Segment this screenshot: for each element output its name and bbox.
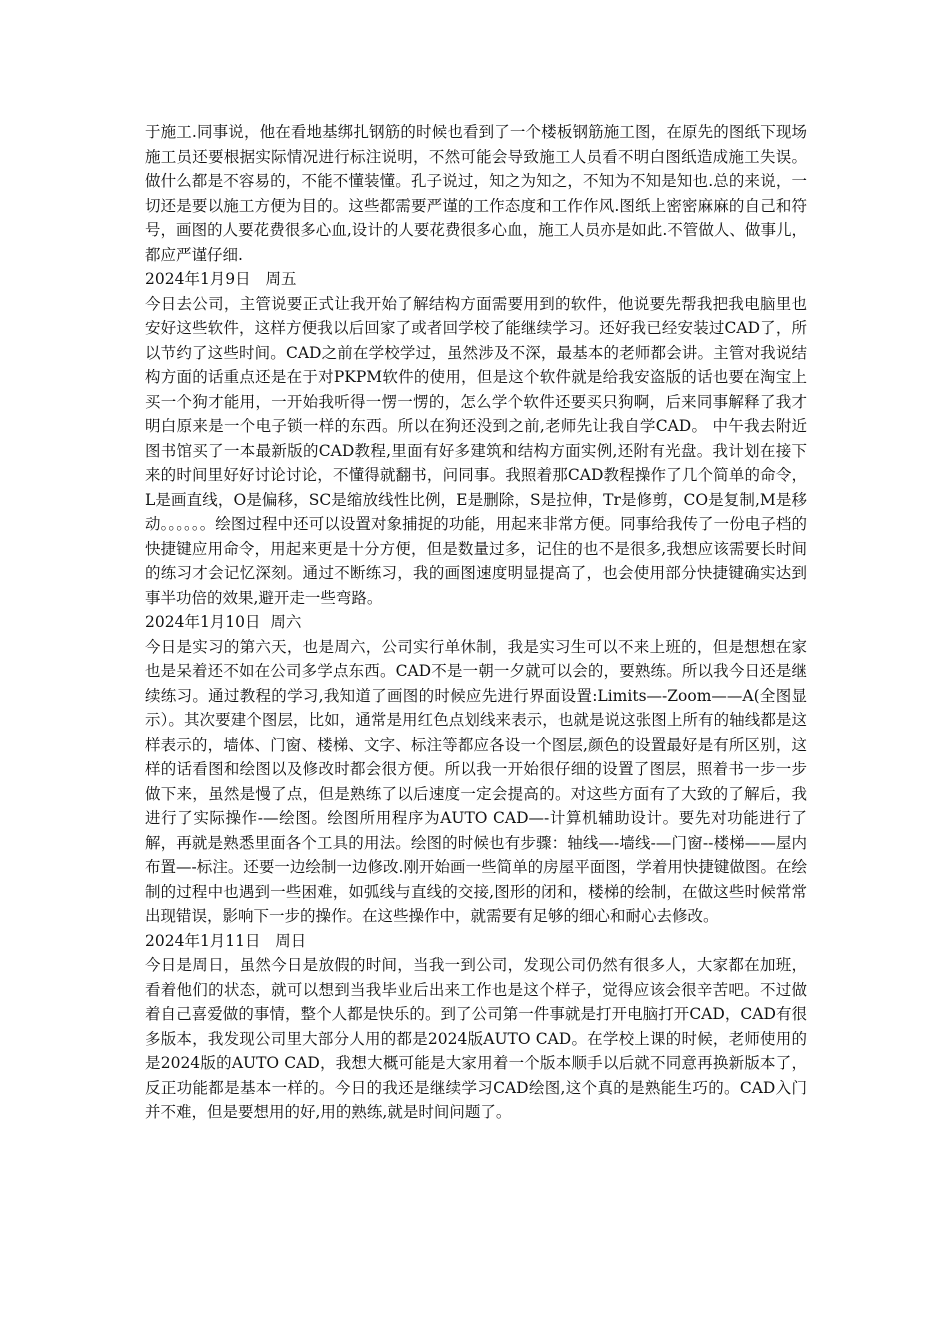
date-heading-jan-9: 2024年1月9日 周五 [145,270,297,288]
paragraph-jan-10: 今日是实习的第六天，也是周六，公司实行单休制，我是实习生可以不来上班的，但是想想在家也是呆着还不如在公司多学点东西。CAD不是一朝一夕就可以会的，要熟练。所以我今日还是继续练习。通过教程的学习,我知道了画图的时候应先进行界面设置:Limits—-Zoom——A(全图显示）。其次要建个图层，比如，通常是用红色点划线来表示，也就是说这张图上所有的轴线都是这样表示的，墙体、门窗、楼梯、文字、标注等都应各设一个图层,颜色的设置最好是有所区别，这样的话看图和绘图以及修改时都会很方便。所以我一开始很仔细的设置了图层，照着书一步一步做下来，虽然是慢了点，但是熟练了以后速度一定会提高的。对这些方面有了大致的了解后，我进行了实际操作-—绘图。绘图所用程序为AUTO CAD—-计算机辅助设计。要先对功能进行了解，再就是熟悉里面各个工具的用法。绘图的时候也有步骤：轴线—-墙线-—门窗--楼梯——屋内布置—-标注。还要一边绘制一边修改.刚开始画一些简单的房屋平面图，学着用快捷键做图。在绘制的过程中也遇到一些困难，如弧线与直线的交接,图形的闭和，楼梯的绘制，在做这些时候常常出现错误，影响下一步的操作。在这些操作中，就需要有足够的细心和耐心去修改。 [145,637,807,925]
document-body [145,120,807,1125]
paragraph-jan-9: 今日去公司，主管说要正式让我开始了解结构方面需要用到的软件，他说要先帮我把我电脑里也安好这些软件，这样方便我以后回家了或者回学校了能继续学习。还好我已经安装过CAD了，所以节约了这些时间。CAD之前在学校学过，虽然涉及不深，最基本的老师都会讲。主管对我说结构方面的话重点还是在于对PKPM软件的使用，但是这个软件就是给我安盗版的话也要在淘宝上买一个狗才能用，一开始我听得一愣一愣的，怎么学个软件还要买只狗啊，后来同事解释了我才明白原来是一个电子锁一样的东西。所以在狗还没到之前,老师先让我自学CAD。 中午我去附近图书馆买了一本最新版的CAD教程,里面有好多建筑和结构方面实例,还附有光盘。我计划在接下来的时间里好好讨论讨论，不懂得就翻书，问同事。我照着那CAD教程操作了几个简单的命令，L是画直线，O是偏移，SC是缩放线性比例，E是删除，S是拉伸，Tr是修剪，CO是复制,M是移动。。。。。。绘图过程中还可以设置对象捕捉的功能，用起来非常方便。同事给我传了一份电子档的快捷键应用命令，用起来更是十分方便，但是数量过多，记住的也不是很多,我想应该需要长时间的练习才会记忆深刻。通过不断练习，我的画图速度明显提高了，也会使用部分快捷键确实达到事半功倍的效果,避开走一些弯路。 [145,294,807,607]
date-heading-jan-11: 2024年1月11日 周日 [145,931,307,950]
date-heading-jan-10: 2024年1月10日 周六 [145,613,302,631]
paragraph-jan-11: 今日是周日，虽然今日是放假的时间，当我一到公司，发现公司仍然有很多人，大家都在加班，看着他们的状态，就可以想到当我毕业后出来工作也是这个样子，觉得应该会很辛苦吧。不过做着自己喜爱做的事情，整个人都是快乐的。到了公司第一件事就是打开电脑打开CAD，CAD有很多版本，我发现公司里大部分人用的都是2024版AUTO CAD。在学校上课的时候，老师使用的是2024版的AUTO CAD，我想大概可能是大家用着一个版本顺手以后就不同意再换新版本了，反正功能都是基本一样的。今日的我还是继续学习CAD绘图,这个真的是熟能生巧的。CAD入门并不难，但是要想用的好,用的熟练,就是时间问题了。 [145,956,807,1121]
paragraph-construction-notes: 于施工.同事说，他在看地基绑扎钢筋的时候也看到了一个楼板钢筋施工图，在原先的图纸下现场施工员还要根据实际情况进行标注说明，不然可能会导致施工人员看不明白图纸造成施工失误。做什么都是不容易的，不能不懂装懂。孔子说过，知之为知之，不知为不知是知也.总的来说，一切还是要以施工方便为目的。这些都需要严谨的工作态度和工作作风.图纸上密密麻麻的自己和符号，画图的人要花费很多心血,设计的人要花费很多心血，施工人员亦是如此.不管做人、做事儿，都应严谨仔细. [145,123,807,264]
